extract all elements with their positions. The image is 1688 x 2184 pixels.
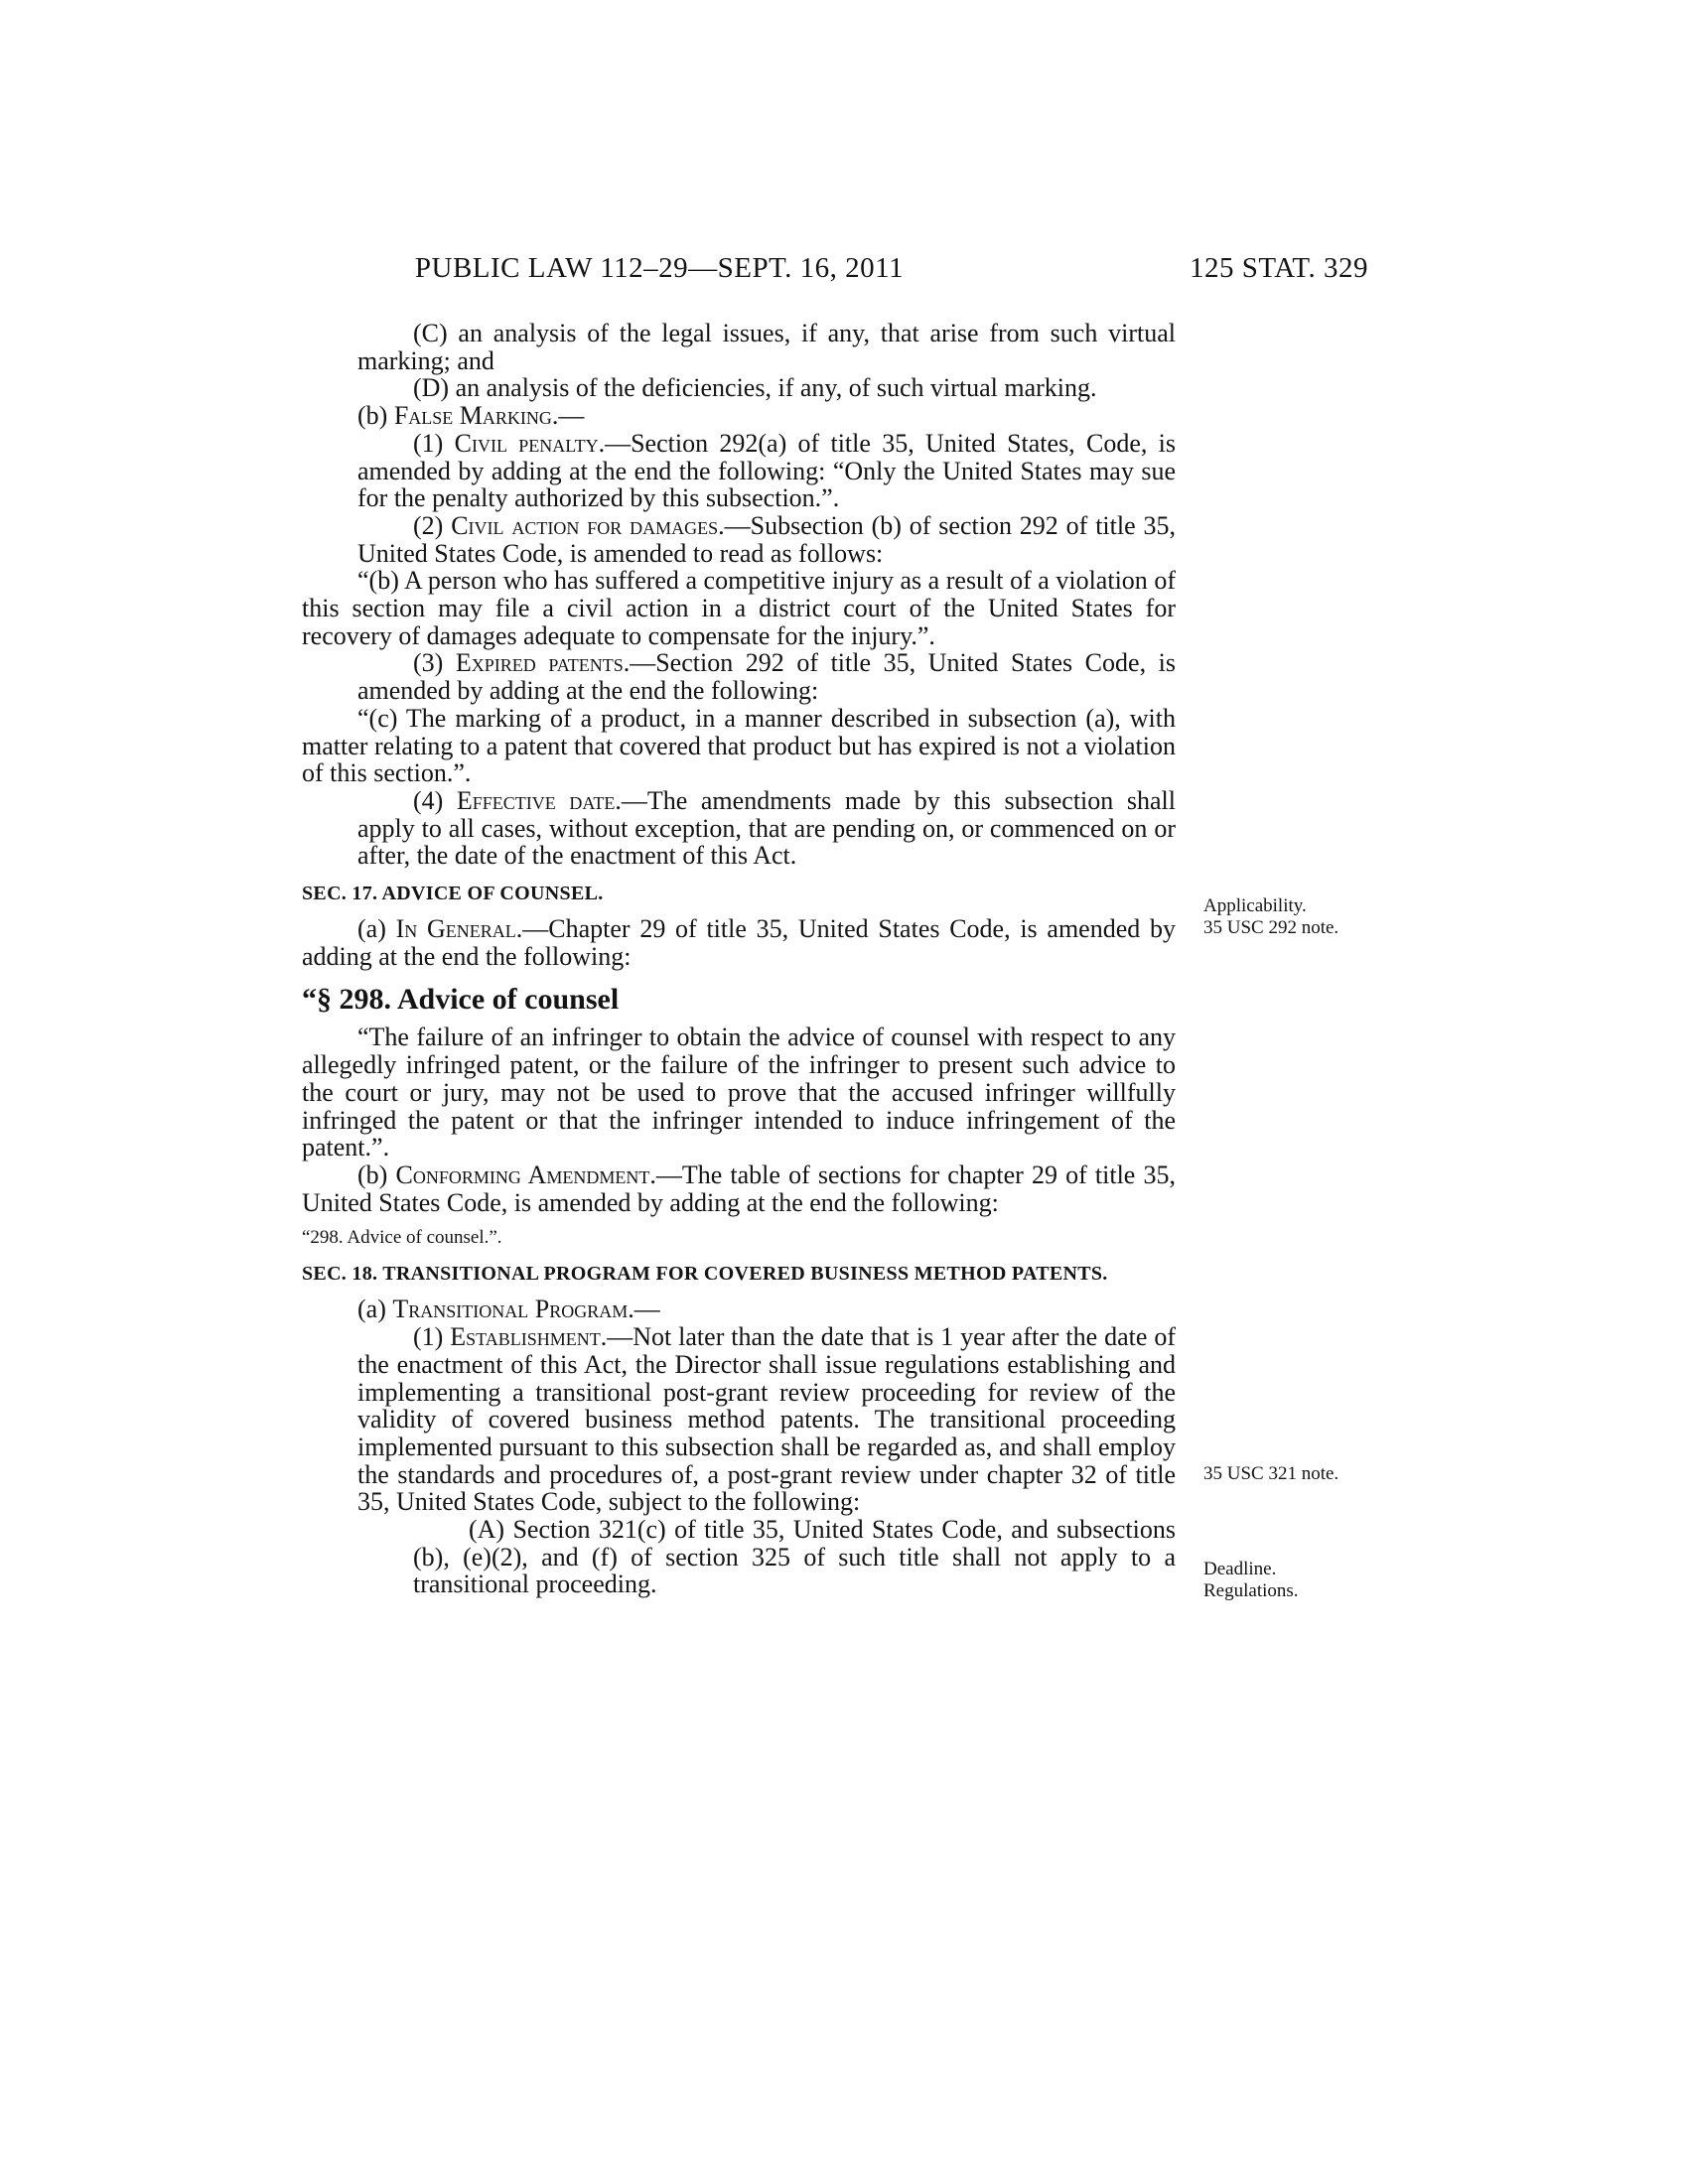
section-17-heading: SEC. 17. ADVICE OF COUNSEL. [302, 883, 604, 905]
subsection-18a-heading: (a) Transitional Program.— [357, 1295, 660, 1324]
quote-b3: “(c) The marking of a product, in a manner described in subsection (a), with matter relating to a patent that covered that product but has expired is not a violation of this section.”. [302, 703, 1176, 788]
section-298-heading: “§ 298. Advice of counsel [302, 983, 620, 1017]
margin-note-applicability: Applicability. [1203, 895, 1307, 916]
section-18-heading: SEC. 18. TRANSITIONAL PROGRAM FOR COVERED BUSINESS METHOD PATENTS. [302, 1263, 1108, 1286]
subsection-b-heading: (b) False Marking.— [357, 401, 585, 431]
paragraph-b4: (4) Effective date.—The amendments made by this subsection shall apply to all cases, without exception, that are pending on, or commenced on or after, the date of the enactment of this Act. [357, 785, 1176, 871]
margin-note-regulations: Regulations. [1203, 1580, 1299, 1601]
page-header-title: PUBLIC LAW 112–29—SEPT. 16, 2011 [414, 252, 905, 284]
margin-note-usc-292: 35 USC 292 note. [1203, 917, 1339, 938]
toc-entry: “298. Advice of counsel.”. [302, 1227, 502, 1249]
paragraph-18a1: (1) Establishment.—Not later than the date that is 1 year after the date of the enactment of this Act, the Director shall issue regulations establishing and implementing a transitional post-grant review proceeding for review of the validity of covered business method patents. The transitional proceeding implemented pursuant to this subsection shall be regarded as, and shall employ the standards and procedures of, a post-grant review under chapter 32 of title 35, United States Code, subject to the following: [357, 1322, 1176, 1517]
margin-note-usc-321: 35 USC 321 note. [1203, 1463, 1339, 1484]
paragraph-b2: (2) Civil action for damages.—Subsection (b) of section 292 of title 35, United States Code, is amended to read as follows: [357, 510, 1176, 568]
paragraph-b3: (3) Expired patents.—Section 292 of title 35, United States Code, is amended by adding at the end the following: [357, 648, 1176, 706]
section-298-text: “The failure of an infringer to obtain the advice of counsel with respect to any allegedly infringed patent, or the failure of the infringer to present such advice to the court or jury, may not be used to prove that the accused infringer willfully infringed the patent or that the infringer intended to induce infringement of the patent.”. [302, 1023, 1176, 1162]
page-number: 125 STAT. 329 [1189, 252, 1368, 284]
paragraph-d: (D) an analysis of the deficiencies, if any, of such virtual marking. [413, 373, 1097, 403]
paragraph-17a: (a) In General.—Chapter 29 of title 35, United States Code, is amended by adding at the end the following: [302, 914, 1176, 971]
paragraph-17b: (b) Conforming Amendment.—The table of sections for chapter 29 of title 35, United States Code, is amended by adding at the end the following: [302, 1160, 1176, 1217]
paragraph-b1: (1) Civil penalty.—Section 292(a) of title 35, United States, Code, is amended by adding at the end the following: “Only the United States may sue for the penalty authorized by this subsection.”. [357, 428, 1176, 513]
paragraph-18a1A: (A) Section 321(c) of title 35, United States Code, and subsections (b), (e)(2), and (f) of section 325 of such title shall not apply to a transitional proceeding. [413, 1515, 1176, 1599]
margin-note-deadline: Deadline. [1203, 1559, 1277, 1579]
paragraph-c: (C) an analysis of the legal issues, if any, that arise from such virtual marking; and [357, 319, 1176, 375]
document-body [302, 320, 1176, 1598]
quote-b2: “(b) A person who has suffered a competitive injury as a result of a violation of this section may file a civil action in a district court of the United States for recovery of damages adequate to compensate for the injury.”. [302, 566, 1176, 650]
